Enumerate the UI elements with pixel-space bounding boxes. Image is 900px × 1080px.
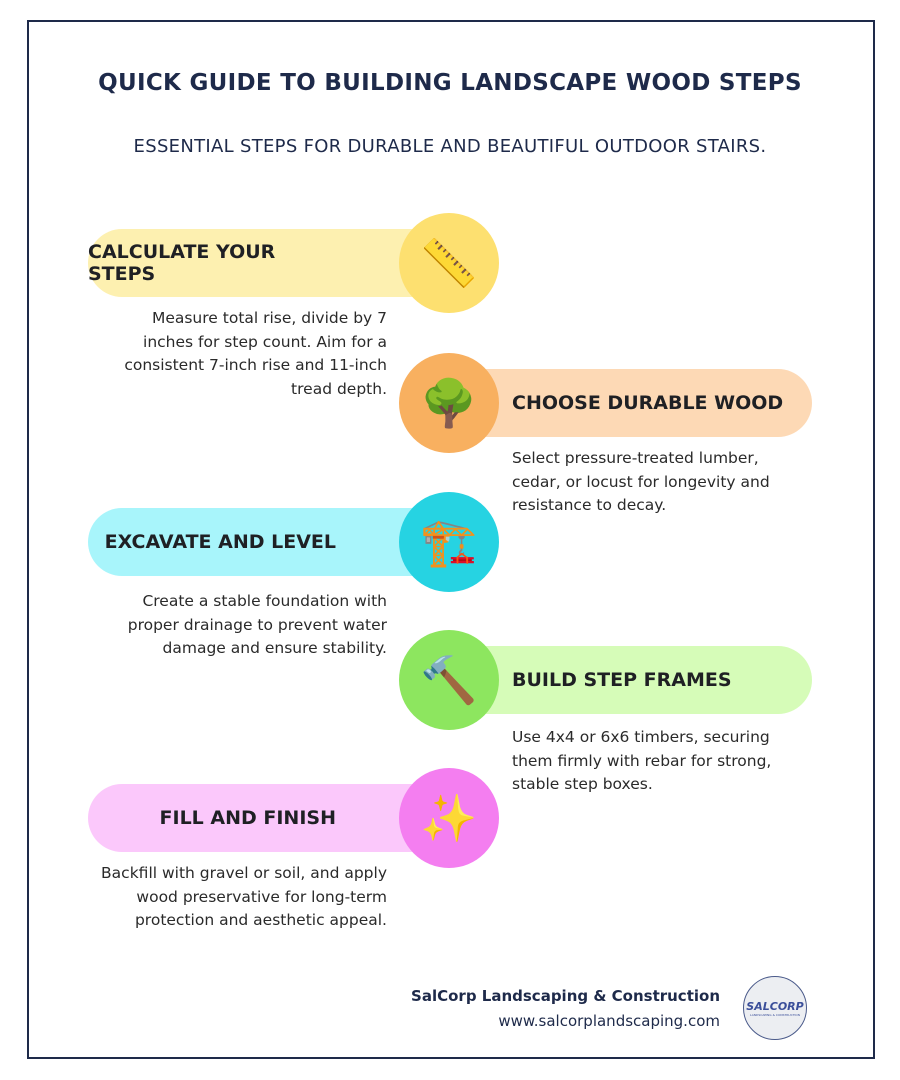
- step-title: BUILD STEP FRAMES: [512, 669, 732, 691]
- step-5-header: [88, 784, 448, 852]
- step-2-header: [450, 369, 812, 437]
- page-subtitle: ESSENTIAL STEPS FOR DURABLE AND BEAUTIFUL OUTDOOR STAIRS.: [133, 136, 767, 157]
- sparkles-icon: ✨: [420, 790, 478, 845]
- step-3-header: [88, 508, 448, 576]
- step-title: FILL AND FINISH: [159, 807, 336, 829]
- step-title: CALCULATE YOUR STEPS: [88, 241, 276, 285]
- hammer-icon: 🔨: [420, 652, 478, 707]
- step-5-icon-circle: [399, 768, 499, 868]
- step-title: EXCAVATE AND LEVEL: [104, 531, 336, 553]
- logo-subtext: LANDSCAPING & CONSTRUCTION: [749, 1012, 801, 1017]
- step-4-icon-circle: [399, 630, 499, 730]
- step-2-icon-circle: [399, 353, 499, 453]
- step-description: Select pressure-treated lumber, cedar, or locust for longevity and resistance to decay.: [512, 449, 770, 514]
- company-url[interactable]: www.salcorplandscaping.com: [498, 1012, 720, 1030]
- logo-text: SALCORP: [746, 999, 804, 1013]
- step-4-header: [450, 646, 812, 714]
- step-3-icon-circle: [399, 492, 499, 592]
- step-description: Use 4x4 or 6x6 timbers, securing them firmly with rebar for strong, stable step boxes.: [512, 728, 772, 793]
- step-1-icon-circle: [399, 213, 499, 313]
- tree-icon: 🌳: [420, 375, 478, 430]
- step-description: Backfill with gravel or soil, and apply wood preservative for long-term protection and aesthetic appeal.: [101, 864, 387, 929]
- step-description: Create a stable foundation with proper drainage to prevent water damage and ensure stability.: [127, 592, 387, 657]
- company-name: SalCorp Landscaping & Construction: [411, 987, 720, 1005]
- company-logo: [743, 976, 807, 1040]
- step-description: Measure total rise, divide by 7 inches for step count. Aim for a consistent 7-inch rise and 11-inch tread depth.: [124, 309, 387, 398]
- crane-icon: 🏗️: [420, 514, 478, 569]
- step-1-header: [88, 229, 448, 297]
- ruler-icon: 📏: [420, 235, 478, 290]
- step-title: CHOOSE DURABLE WOOD: [512, 392, 784, 414]
- page-title: QUICK GUIDE TO BUILDING LANDSCAPE WOOD STEPS: [98, 70, 802, 96]
